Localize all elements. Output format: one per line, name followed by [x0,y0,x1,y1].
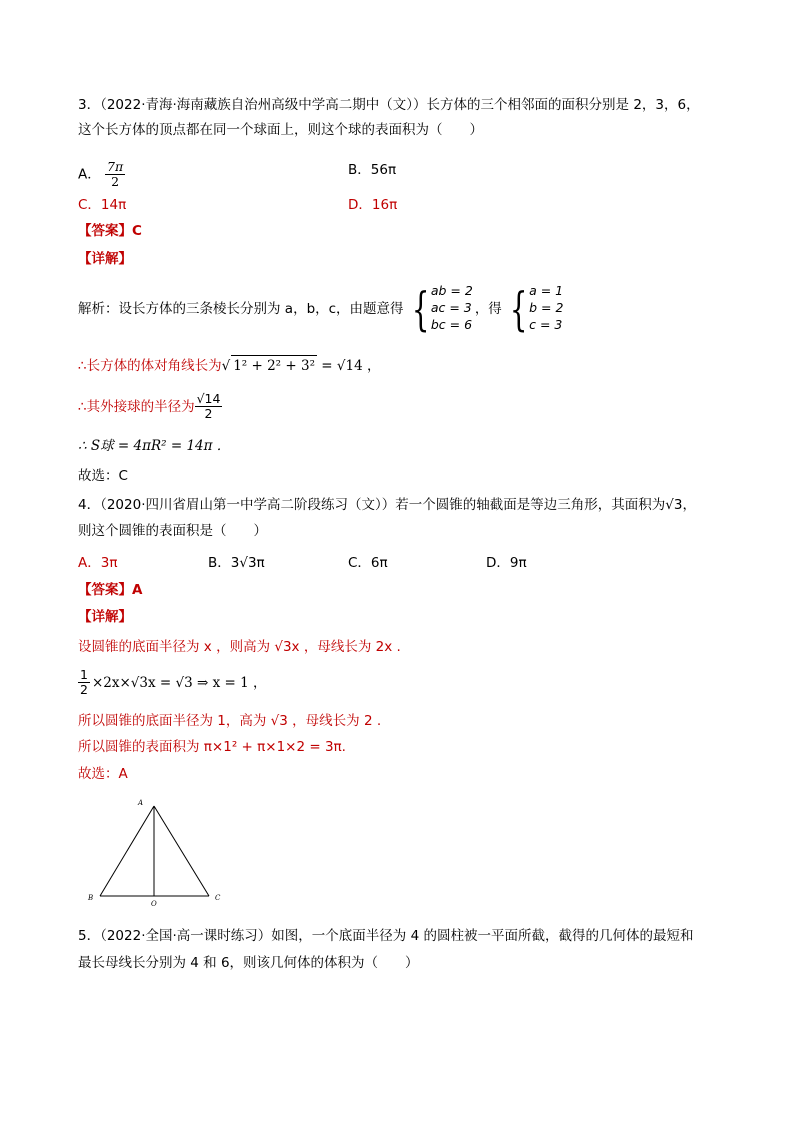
q4-choose: 故选：A [78,766,128,782]
q4-step-2-rest: ×2x×√3x = √3 ⇒ x = 1 ， [91,674,267,691]
q3-option-a-num: 7π [107,159,124,174]
q4-step-4: 所以圆锥的表面积为 π×1² + π×1×2 = 3π. [78,739,346,755]
q3-choose: 故选：C [78,468,128,484]
q3-radius-line [78,392,222,421]
q3-system-2-eq1: a = 1 [529,283,564,298]
q4-option-a: A．3π [78,555,118,571]
q3-option-b: B．56π [348,162,397,178]
q5-stem-line1: 5．（2022·全国·高一课时练习）如图，一个底面半径为 4 的圆柱被一平面所截，截得的几何体的最短和 [78,928,694,944]
q4-stem-line2: 则这个圆锥的表面积是（ ） [78,523,267,539]
q3-system-2-equations [529,282,563,336]
q3-diagonal-line [78,355,380,376]
q4-stem-line1-end: √3， [665,497,696,513]
q4-detail-heading: 【详解】 [78,609,132,625]
q3-solution-mid: ，得 [474,301,502,317]
vertex-label-b: B [88,894,94,902]
q3-system-1-eq3: bc = 6 [430,317,473,332]
q3-option-d: D．16π [348,197,398,213]
q4-step-1: 设圆锥的底面半径为 x ，则高为 √3x ，母线长为 2x . [78,639,401,655]
q3-system-2-eq2: b = 2 [529,300,564,315]
q3-option-c: C．14π [78,197,127,213]
q3-system-1-equations [431,282,473,336]
triangle-side-ab [100,806,154,896]
q3-option-a-fraction [105,160,125,189]
q4-option-b: B．3√3π [208,555,265,571]
q3-system-2-brace: { [509,282,528,336]
q3-option-a-den: 2 [111,174,120,189]
q3-stem-line2: 这个长方体的顶点都在同一个球面上，则这个球的表面积为（ ） [78,122,483,138]
q4-stem-line1 [78,495,696,515]
q3-solution-prefix: 解析：设长方体的三条棱长分别为 a，b，c，由题意得 [78,301,404,317]
q3-surface-area: ∴ S球 = 4πR² = 14π ． [78,438,231,454]
q4-answer: 【答案】A [78,582,143,598]
q3-diagonal-expr: 1² + 2² + 3² [231,355,317,376]
q3-diagonal-text: ∴长方体的体对角线长为 [78,358,222,374]
q4-step-2-half [78,668,90,697]
q3-system-1-eq2: ac = 3 [430,300,472,315]
q3-radius-fraction [195,392,223,421]
q3-radius-text: ∴其外接球的半径为 [78,398,195,415]
point-label-o: O [151,900,157,906]
q5-stem-line2: 最长母线长分别为 4 和 6，则该几何体的体积为（ ） [78,955,419,971]
q4-option-d: D．9π [486,555,527,571]
q4-triangle-figure [82,794,232,906]
q4-half-num: 1 [80,667,88,682]
triangle-side-ac [154,806,209,896]
q4-step-2 [78,668,266,697]
q3-option-a [78,160,125,189]
q3-diagonal-result: = √14 ， [317,358,381,374]
q3-system-2 [504,282,564,336]
q3-system-1-eq1: ab = 2 [430,283,473,298]
vertex-label-a: A [138,799,144,807]
q3-detail-heading: 【详解】 [78,251,132,267]
q3-option-a-label: A． [78,166,101,183]
q4-step-3: 所以圆锥的底面半径为 1，高为 √3 ，母线长为 2 . [78,713,382,729]
q4-option-c: C．6π [348,555,388,571]
q3-radius-num: √14 [196,391,221,406]
q3-system-1 [406,282,473,336]
q3-system-1-brace: { [411,282,429,336]
q3-system-2-eq3: c = 3 [529,317,563,332]
vertex-label-c: C [215,894,221,902]
q4-stem-line1-text: 4．（2020·四川省眉山第一中学高二阶段练习（文））若一个圆锥的轴截面是等边三角形，其面积为 [78,497,666,513]
q3-solution-line [78,282,565,336]
q3-stem-line1: 3．（2022·青海·海南藏族自治州高级中学高二期中（文））长方体的三个相邻面的面积分别是 2，3，6， [78,97,700,113]
q3-answer: 【答案】C [78,223,142,239]
q4-half-den: 2 [80,682,88,697]
q3-root-sign: √ [221,358,231,374]
q3-radius-den: 2 [204,406,213,421]
